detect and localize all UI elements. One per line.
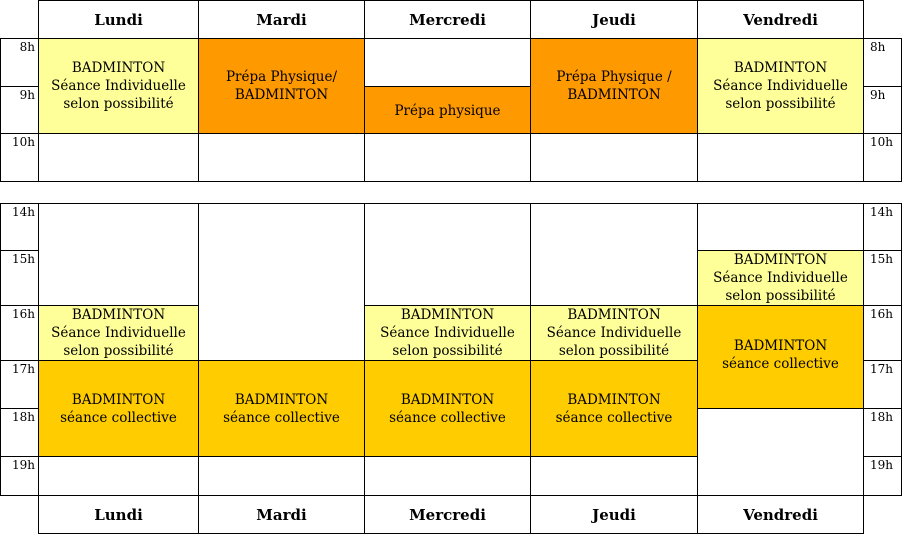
empty-slot-mercredi-10h: [364, 133, 531, 182]
hour-label-19h: 19h: [0, 456, 39, 496]
session-jeudi-morning-physical-prep: [530, 38, 698, 134]
session-line: BADMINTON: [234, 391, 329, 408]
empty-slot-mardi-10h: [198, 133, 365, 182]
session-line: BADMINTON: [400, 391, 495, 408]
empty-slot-mardi-19h: [198, 456, 365, 496]
session-line: Prépa Physique /: [556, 69, 672, 85]
hour-label-8h: 8h: [0, 38, 39, 87]
hour-label-19h-right: 19h: [863, 456, 902, 496]
session-lundi-collective: [38, 360, 199, 457]
session-line: BADMINTON: [733, 252, 828, 268]
hour-label-14h-right: 14h: [863, 203, 902, 251]
session-line: BADMINTON: [733, 338, 828, 354]
hour-label-17h-right: 17h: [863, 360, 902, 409]
session-mardi-morning-physical-prep: [198, 38, 365, 134]
session-line: selon possibilité: [558, 343, 670, 359]
session-line: Séance Individuelle: [713, 270, 848, 286]
session-line: selon possibilité: [725, 96, 836, 112]
session-line: BADMINTON: [400, 307, 495, 323]
session-mardi-collective: [198, 360, 365, 457]
session-line: selon possibilité: [63, 343, 174, 359]
hour-label-16h-right: 16h: [863, 305, 902, 361]
empty-slot-vendredi-18h-19h: [697, 408, 864, 496]
empty-slot-jeudi-14h-15h: [530, 203, 698, 306]
empty-slot-jeudi-10h: [530, 133, 698, 182]
session-line: Séance Individuelle: [546, 325, 682, 341]
hour-label-9h: 9h: [0, 86, 39, 134]
hour-label-16h: 16h: [0, 305, 39, 361]
session-mercredi-afternoon-individual: [364, 305, 531, 361]
session-line: selon possibilité: [63, 96, 174, 112]
session-line: BADMINTON: [567, 391, 661, 408]
hour-label-9h-right: 9h: [863, 86, 902, 134]
footer-lundi: Lundi: [38, 495, 199, 534]
empty-slot-jeudi-19h: [530, 456, 698, 496]
footer-vendredi: Vendredi: [697, 495, 864, 534]
empty-slot-mardi-14h-16h: [198, 203, 365, 361]
empty-slot-mercredi-14h-15h: [364, 203, 531, 306]
header-vendredi: Vendredi: [697, 0, 864, 39]
session-line: BADMINTON: [567, 87, 661, 103]
session-line: BADMINTON: [234, 87, 329, 103]
empty-slot-mercredi-8h: [364, 38, 531, 87]
session-line: Prépa Physique/: [225, 69, 338, 85]
session-line: BADMINTON: [71, 391, 166, 408]
session-line: BADMINTON: [733, 60, 828, 76]
session-jeudi-collective: [530, 360, 698, 457]
hour-label-18h: 18h: [0, 408, 39, 457]
footer-mardi: Mardi: [198, 495, 365, 534]
session-vendredi-collective: [697, 305, 864, 409]
footer-mercredi: Mercredi: [364, 495, 531, 534]
session-mercredi-morning-physical-prep: [364, 86, 531, 134]
header-mardi: Mardi: [198, 0, 365, 39]
hour-label-8h-right: 8h: [863, 38, 902, 87]
session-line: BADMINTON: [567, 307, 661, 323]
session-line: séance collective: [555, 409, 673, 426]
header-lundi: Lundi: [38, 0, 199, 39]
session-vendredi-afternoon-individual: [697, 250, 864, 306]
session-lundi-afternoon-individual: [38, 305, 199, 361]
session-line: Séance Individuelle: [713, 78, 848, 94]
session-line: Prépa physique: [394, 103, 501, 119]
empty-slot-lundi-14h-15h: [38, 203, 199, 306]
session-mercredi-collective: [364, 360, 531, 457]
session-jeudi-afternoon-individual: [530, 305, 698, 361]
empty-slot-vendredi-14h: [697, 203, 864, 251]
session-line: séance collective: [223, 409, 340, 426]
session-line: BADMINTON: [71, 307, 166, 323]
footer-jeudi: Jeudi: [530, 495, 698, 534]
empty-slot-vendredi-10h: [697, 133, 864, 182]
session-line: BADMINTON: [71, 60, 166, 76]
session-line: selon possibilité: [392, 343, 503, 359]
session-lundi-morning-individual: [38, 38, 199, 134]
hour-label-15h: 15h: [0, 250, 39, 306]
session-line: Séance Individuelle: [51, 325, 186, 341]
empty-slot-lundi-19h: [38, 456, 199, 496]
session-line: selon possibilité: [725, 288, 836, 304]
empty-slot-lundi-10h: [38, 133, 199, 182]
session-line: Séance Individuelle: [380, 325, 515, 341]
hour-label-14h: 14h: [0, 203, 39, 251]
hour-label-17h: 17h: [0, 360, 39, 409]
hour-label-18h-right: 18h: [863, 408, 902, 457]
session-line: séance collective: [389, 409, 506, 426]
session-vendredi-morning-individual: [697, 38, 864, 134]
session-line: séance collective: [722, 356, 839, 372]
hour-label-10h: 10h: [0, 133, 39, 182]
hour-label-15h-right: 15h: [863, 250, 902, 306]
header-mercredi: Mercredi: [364, 0, 531, 39]
empty-slot-mercredi-19h: [364, 456, 531, 496]
hour-label-10h-right: 10h: [863, 133, 902, 182]
session-line: séance collective: [60, 409, 177, 426]
header-jeudi: Jeudi: [530, 0, 698, 39]
session-line: Séance Individuelle: [51, 78, 186, 94]
